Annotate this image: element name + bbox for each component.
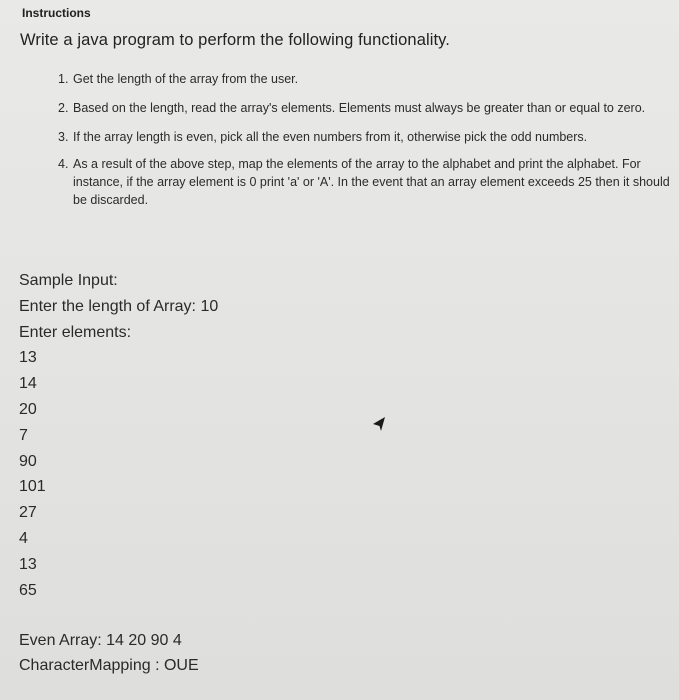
step-item: [58, 155, 673, 209]
element-value: 13: [19, 555, 37, 573]
mouse-cursor-icon: [372, 416, 386, 432]
step-number: 1.: [58, 72, 69, 86]
element-value: 90: [19, 452, 37, 470]
step-item: [58, 128, 673, 146]
task-intro: Write a java program to perform the following functionality.: [20, 31, 450, 49]
sample-output-block: [19, 628, 199, 678]
element-value: 4: [19, 529, 28, 547]
element-value: 14: [19, 375, 37, 393]
length-prompt: Enter the length of Array: 10: [19, 297, 219, 315]
character-mapping-output: CharacterMapping : OUE: [19, 657, 199, 674]
element-value: 101: [19, 478, 46, 496]
element-value: 65: [19, 581, 37, 599]
steps-list: [58, 70, 673, 209]
step-item: [58, 99, 673, 117]
step-text: Based on the length, read the array's elements. Elements must always be greater than or equal to zero.: [73, 101, 646, 115]
element-value: 13: [19, 349, 37, 367]
step-number: 3.: [58, 130, 69, 144]
step-number: 2.: [58, 101, 69, 115]
step-text: If the array length is even, pick all the even numbers from it, otherwise pick the odd numbers.: [73, 130, 588, 144]
step-text: Get the length of the array from the user.: [73, 72, 299, 86]
step-item: [58, 70, 673, 88]
sample-input-block: [19, 268, 218, 603]
element-value: 27: [19, 504, 37, 522]
sample-input-title: Sample Input:: [19, 272, 118, 289]
step-text: As a result of the above step, map the elements of the array to the alphabet and print the alphabet. For instance, if the array element is 0 print 'a' or 'A'. In the event that an array element exceeds 25 then it should be discarded.: [73, 157, 670, 207]
even-array-output: Even Array: 14 20 90 4: [19, 632, 182, 649]
elements-prompt: Enter elements:: [19, 323, 132, 341]
element-value: 20: [19, 400, 37, 418]
step-number: 4.: [58, 157, 69, 171]
element-value: 7: [19, 426, 28, 444]
instructions-heading: Instructions: [22, 6, 91, 20]
